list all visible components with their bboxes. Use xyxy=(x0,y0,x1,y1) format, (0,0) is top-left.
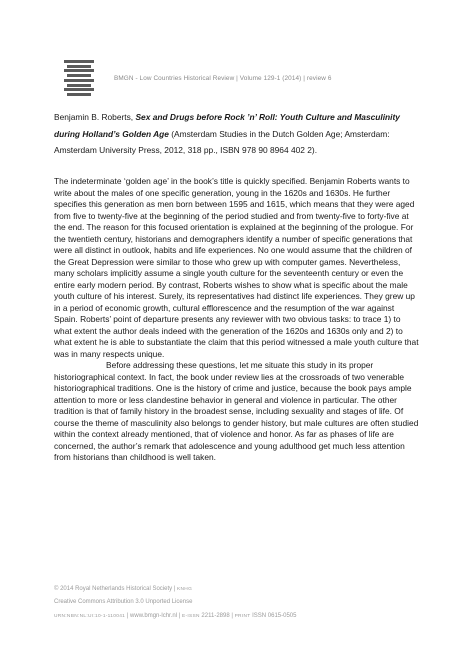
identifier-line: URN:NBN:NL:UI:10-1-110041 | www.bmgn-lchr.nl | E-ISSN 2211-2898 | PRINT ISSN 0615-0505 xyxy=(54,612,297,619)
journal-logo-icon xyxy=(64,60,94,96)
book-citation xyxy=(54,109,418,159)
license-line: Creative Commons Attribution 3.0 Unported License xyxy=(54,599,193,606)
page-header xyxy=(64,60,331,96)
journal-url: | www.bmgn-lchr.nl | xyxy=(125,612,182,619)
paragraph-1: The indeterminate ‘golden age’ in the book’s title is quickly specified. Benjamin Roberts wants to write about the males of one specific generation, young in the 1620s and 1630s. He further specifies this generation as men born between 1595 and 1615, which means that they were aged from five to twenty-five at the beginning of the period studied and from twenty-five to forty-five at the end. The reason for this focused orientation is explained at the beginning of the prologue. For the twentieth century, historians and demographers identify a number of specific generations that were all distinct in outlook, habits and life experiences. No one would assume that the children of the Great Depression were similar to those who grew up with computer games. Nevertheless, many scholars implicitly assume a single youth culture for the seventeenth century or even the entire early modern period. By contrast, Roberts wishes to show what is specific about the male youth culture of his interest. Surely, its representatives had distinct life experiences. They grew up in a period of economic growth, cultural efflorescence and the resumption of the war against Spain. Roberts’ point of departure presents any reviewer with two obvious tasks: to trace 1) to what extent the author deals indeed with the generation of the 1620s and 1630s only and 2) to what extent he is able to substantiate the claim that this period witnessed a male youth culture that was in many respects unique. xyxy=(54,176,419,359)
page-footer xyxy=(54,583,296,623)
review-body xyxy=(54,176,420,464)
running-head: BMGN - Low Countries Historical Review | Volume 129-1 (2014) | review 6 xyxy=(114,74,332,82)
book-author: Benjamin B. Roberts, xyxy=(54,112,136,122)
book-title: Sex and Drugs before Rock ’n’ Roll: Youth Culture and Masculinity during Holland’s Golden Age xyxy=(54,112,400,139)
copyright-line: © 2014 Royal Netherlands Historical Society | KNHG xyxy=(54,586,193,592)
paragraph-2: Before addressing these questions, let me situate this study in its proper historiographical context. In fact, the book under review lies at the crossroads of two venerable historiographical traditions. One is the history of crime and justice, because the book pays ample attention to more or less clandestine behavior in general and violence in particular. The other tradition is that of family history in the broadest sense, including sexuality and stages of life. Of course the theme of masculinity also belongs to gender history, but male cultures are often studied within the context already mentioned, that of violence and honor. As far as phases of life are concerned, the author’s remark that adolescence and young adulthood get much less attention from historians than childhood is well taken. xyxy=(54,360,419,462)
book-details: (Amsterdam Studies in the Dutch Golden Age; Amsterdam: Amsterdam University Press, 2012, 318 pp., ISBN 978 90 8964 402 2). xyxy=(54,128,390,156)
